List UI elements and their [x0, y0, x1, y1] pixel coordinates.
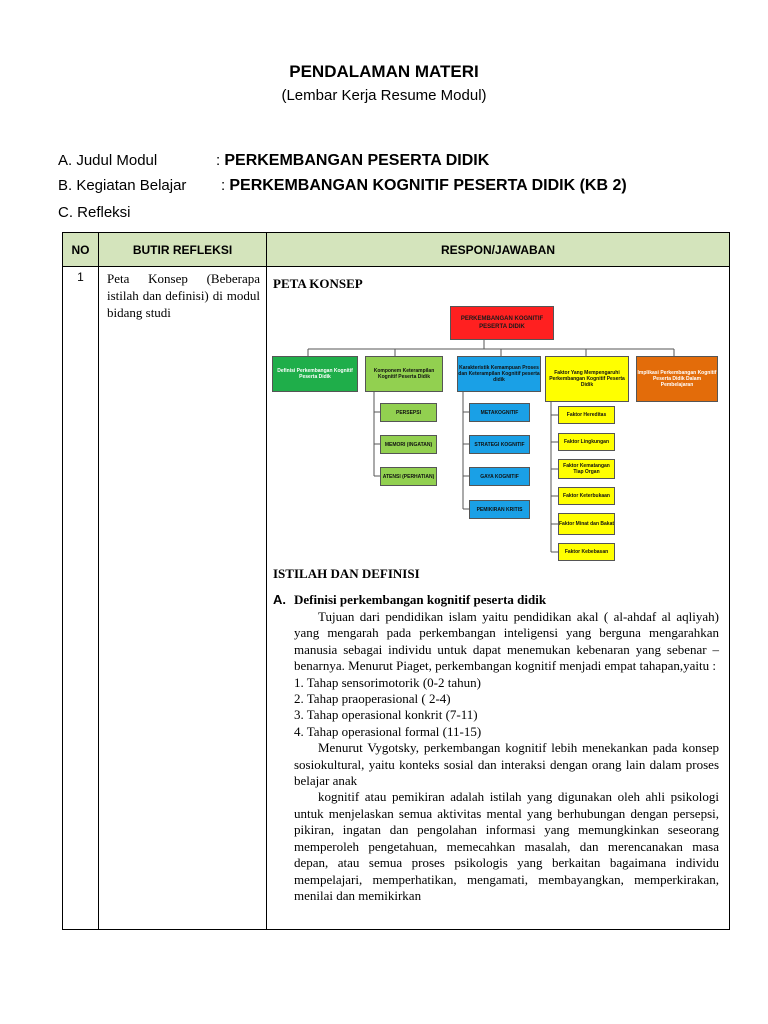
- judul-modul-separator: :: [216, 152, 221, 169]
- faktor-item: Faktor Lingkungan: [558, 433, 615, 451]
- kegiatan-belajar-label: B. Kegiatan Belajar: [58, 177, 187, 194]
- stage-item: 1. Tahap sensorimotorik (0-2 tahun): [294, 674, 481, 690]
- header-no: NO: [63, 233, 99, 267]
- concept-branch-komponen: Komponem Keterampilan Kognitif Peserta Didik: [365, 356, 443, 392]
- meta-judul-modul: [58, 152, 489, 170]
- definition-body: [294, 609, 719, 904]
- concept-branch-implikasi: Implikasi Perkembangan Kognitif Peserta Didik Dalam Pembelajaran: [636, 356, 718, 402]
- faktor-item: Faktor Hereditas: [558, 406, 615, 424]
- header-respon-jawaban: RESPON/JAWABAN: [267, 233, 730, 267]
- concept-map: [270, 295, 729, 555]
- komponen-item: ATENSI (PERHATIAN): [380, 467, 437, 486]
- karakteristik-item: STRATEGI KOGNITIF: [469, 435, 530, 454]
- concept-branch-faktor: Faktor Yang Mempengaruhi Perkembangan Kognitif Peserta Didik: [545, 356, 629, 402]
- row-number: 1: [63, 267, 99, 930]
- paragraph-pendidikan: Tujuan dari pendidikan islam yaitu pendidikan akal ( al-ahdaf al aqliyah) yang mengarah pada perkembangan inteligensi yang berguna mengarahkan manusia sebagai individu untuk dapat menemukan kebenaran yang sebenar – benarnya. Menurut Piaget, perkembangan kognitif menjadi empat tahapan,yaitu :: [294, 609, 719, 674]
- karakteristik-item: PEMIKIRAN KRITIS: [469, 500, 530, 519]
- definition-title: Definisi perkembangan kognitif peserta didik: [294, 592, 547, 607]
- judul-modul-label: A. Judul Modul: [58, 152, 158, 169]
- istilah-title: ISTILAH DAN DEFINISI: [273, 566, 420, 581]
- definition-letter: A.: [273, 592, 286, 607]
- kegiatan-belajar-value: PERKEMBANGAN KOGNITIF PESERTA DIDIK (KB 2): [229, 177, 627, 194]
- faktor-item: Faktor Kebebasan: [558, 543, 615, 561]
- komponen-item: MEMORI (INGATAN): [380, 435, 437, 454]
- stage-item: 4. Tahap operasional formal (11-15): [294, 723, 482, 739]
- faktor-item: Faktor Keterbukaan: [558, 487, 615, 505]
- meta-kegiatan-belajar: [58, 177, 627, 195]
- paragraph-vygotsky: Menurut Vygotsky, perkembangan kognitif lebih menekankan pada konsep sosiokultural, yaitu konteks sosial dan interaksi dengan orang lain dalam proses belajar anak: [294, 740, 719, 789]
- karakteristik-item: GAYA KOGNITIF: [469, 467, 530, 486]
- respon-cell: [267, 267, 730, 930]
- paragraph-kognitif: kognitif atau pemikiran adalah istilah yang digunakan oleh ahli psikologi untuk menjelaskan semua aktivitas mental yang berhubungan dengan persepsi, pikiran, ingatan dan pengolahan informasi yang memungkinkan seseorang memperoleh pengetahuan, memecahkan masalah, dan merencanakan masa depan, atau semua proses psikologis yang berkaitan bagaimana individu mempelajari, memperhatikan, mengamati, membayangkan, memperkirakan, menilai dan memikirkan: [294, 789, 719, 903]
- karakteristik-item: METAKOGNITIF: [469, 403, 530, 422]
- header-butir-refleksi: BUTIR REFLEKSI: [99, 233, 267, 267]
- faktor-item: Faktor Minat dan Bakat: [558, 513, 615, 535]
- judul-modul-value: PERKEMBANGAN PESERTA DIDIK: [224, 152, 490, 169]
- document-subtitle: (Lembar Kerja Resume Modul): [281, 87, 487, 104]
- refleksi-table: [62, 232, 730, 930]
- document-title: PENDALAMAN MATERI: [289, 62, 479, 81]
- definition-heading: [273, 592, 546, 608]
- stage-item: 2. Tahap praoperasional ( 2-4): [294, 691, 451, 707]
- peta-konsep-title: PETA KONSEP: [273, 276, 363, 291]
- concept-branch-karakteristik: Karakteristik Kemampuan Proses dan Keterampilan Kognitif peserta didik: [457, 356, 541, 392]
- meta-refleksi: C. Refleksi: [58, 204, 131, 221]
- concept-branch-definisi: Definisi Perkembangan Kognitif Peserta Didik: [272, 356, 358, 392]
- kegiatan-belajar-separator: :: [221, 177, 226, 194]
- table-header-row: [63, 233, 730, 267]
- faktor-item: Faktor Kematangan Tiap Organ: [558, 459, 615, 479]
- stage-item: 3. Tahap operasional konkrit (7-11): [294, 707, 478, 723]
- concept-root-box: PERKEMBANGAN KOGNITIF PESERTA DIDIK: [450, 306, 554, 340]
- butir-refleksi-cell: Peta Konsep (Beberapa istilah dan definisi) di modul bidang studi: [99, 267, 267, 930]
- komponen-item: PERSEPSI: [380, 403, 437, 422]
- table-row: [63, 267, 730, 930]
